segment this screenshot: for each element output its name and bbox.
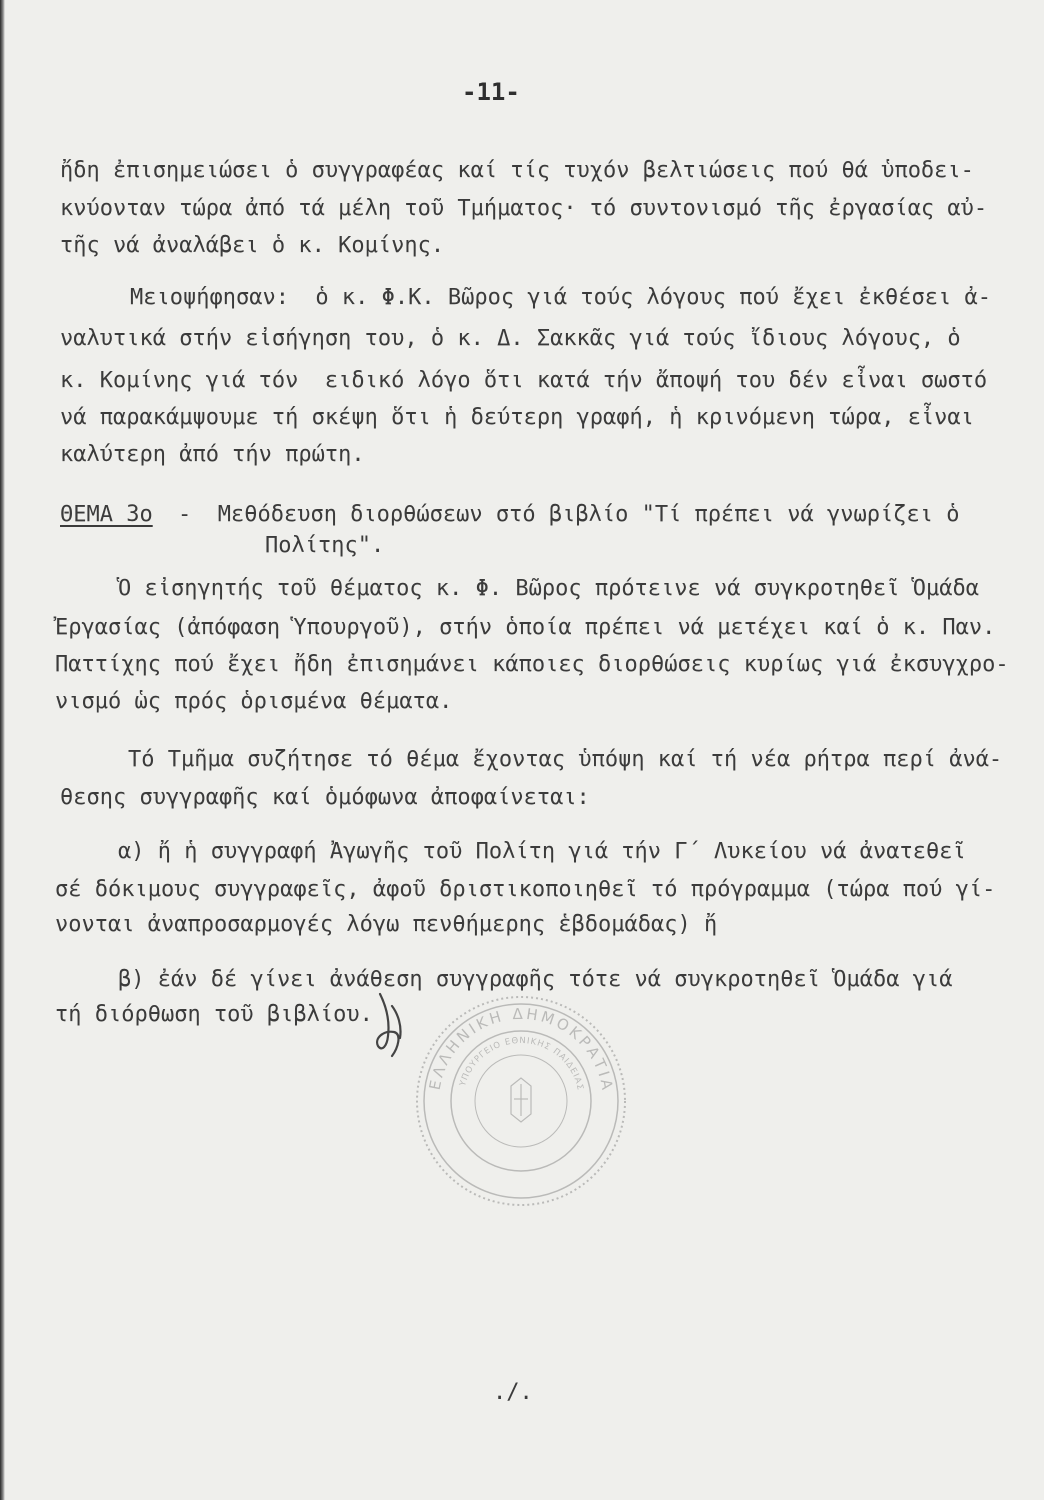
discussion-line-1: Τό Τμῆμα συζήτησε τό θέμα ἔχοντας ὑπόψη καί τή νέα ρήτρα περί ἀνά- bbox=[128, 747, 1003, 772]
intro-line-2: κνύονταν τώρα ἀπό τά μέλη τοῦ Τμήματος· τό συντονισμό τῆς ἐργασίας αὐ- bbox=[60, 196, 988, 221]
option-a-line-3: νονται ἀναπροσαρμογές λόγω πενθήμερης ἑβδομάδας) ἤ bbox=[55, 912, 718, 937]
dissent-line-1: Μειοψήφησαν: ὁ κ. Φ.Κ. Βῶρος γιά τούς λόγους πού ἔχει ἐκθέσει ἀ- bbox=[130, 285, 991, 310]
option-a-line-2: σέ δόκιμους συγγραφεῖς, ἀφοῦ δριστικοποιηθεῖ τό πρόγραμμα (τώρα πού γί- bbox=[55, 877, 996, 902]
topic-label: ΘΕΜΑ 3ο bbox=[60, 502, 153, 527]
topic-title-line-2: Πολίτης". bbox=[265, 533, 385, 558]
option-b-line-2: τή διόρθωση τοῦ βιβλίου. bbox=[55, 1002, 373, 1027]
option-b-line-1: β) ἐάν δέ γίνει ἀνάθεση συγγραφῆς τότε νά συγκροτηθεῖ Ὁμάδα γιά bbox=[118, 967, 953, 992]
dissent-line-4: νά παρακάμψουμε τή σκέψη ὅτι ἡ δεύτερη γραφή, ἡ κρινόμενη τώρα, εἶναι bbox=[60, 405, 974, 430]
dissent-line-5: καλύτερη ἀπό τήν πρώτη. bbox=[60, 442, 365, 467]
intro-line-1: ἤδη ἐπισημειώσει ὁ συγγραφέας καί τίς τυχόν βελτιώσεις πού θά ὑποδει- bbox=[60, 158, 974, 183]
dissent-line-2: ναλυτικά στήν εἰσήγηση του, ὁ κ. Δ. Σακκᾶς γιά τούς ἴδιους λόγους, ὁ bbox=[60, 326, 961, 351]
page-binding-edge bbox=[0, 0, 5, 1500]
proposal-line-2: Ἐργασίας (ἀπόφαση Ὑπουργοῦ), στήν ὁποία πρέπει νά μετέχει καί ὁ κ. Παν. bbox=[55, 615, 996, 640]
proposal-line-4: νισμό ὡς πρός ὁρισμένα θέματα. bbox=[55, 689, 453, 714]
stamp-inner-text: ΥΠΟΥΡΓΕΙΟ ΕΘΝΙΚΗΣ ΠΑΙΔΕΙΑΣ bbox=[458, 1035, 586, 1092]
official-stamp bbox=[406, 986, 636, 1216]
dissent-line-3: κ. Κομίνης γιά τόν ειδικό λόγο ὅτι κατά τήν ἄποψή του δέν εἶναι σωστό bbox=[60, 368, 988, 393]
continuation-mark: ./. bbox=[493, 1380, 533, 1405]
discussion-line-2: θεσης συγγραφῆς καί ὁμόφωνα ἀποφαίνεται: bbox=[60, 785, 590, 810]
intro-line-3: τῆς νά ἀναλάβει ὁ κ. Κομίνης. bbox=[60, 233, 445, 258]
proposal-line-1: Ὁ εἰσηγητής τοῦ θέματος κ. Φ. Βῶρος πρότεινε νά συγκροτηθεῖ Ὁμάδα bbox=[118, 576, 979, 601]
page-number: -11- bbox=[462, 78, 520, 106]
svg-text:ΥΠΟΥΡΓΕΙΟ ΕΘΝΙΚΗΣ ΠΑΙΔΕΙΑΣ bbox=[458, 1036, 585, 1092]
proposal-line-3: Παττίχης πού ἔχει ἤδη ἐπισημάνει κάποιες διορθώσεις κυρίως γιά ἐκσυγχρο- bbox=[55, 652, 1009, 677]
stamp-outer-text: ΕΛΛΗΝΙΚΗ ΔΗΜΟΚΡΑΤΙΑ bbox=[425, 1004, 617, 1094]
option-a-line-1: α) ἤ ἡ συγγραφή Ἀγωγῆς τοῦ Πολίτη γιά τήν Γ΄ Λυκείου νά ἀνατεθεῖ bbox=[118, 839, 966, 864]
topic-title-line-1: - Μεθόδευση διορθώσεων στό βιβλίο "Τί πρέπει νά γνωρίζει ὁ bbox=[178, 502, 960, 527]
stamp-emblem-icon bbox=[511, 1078, 531, 1122]
